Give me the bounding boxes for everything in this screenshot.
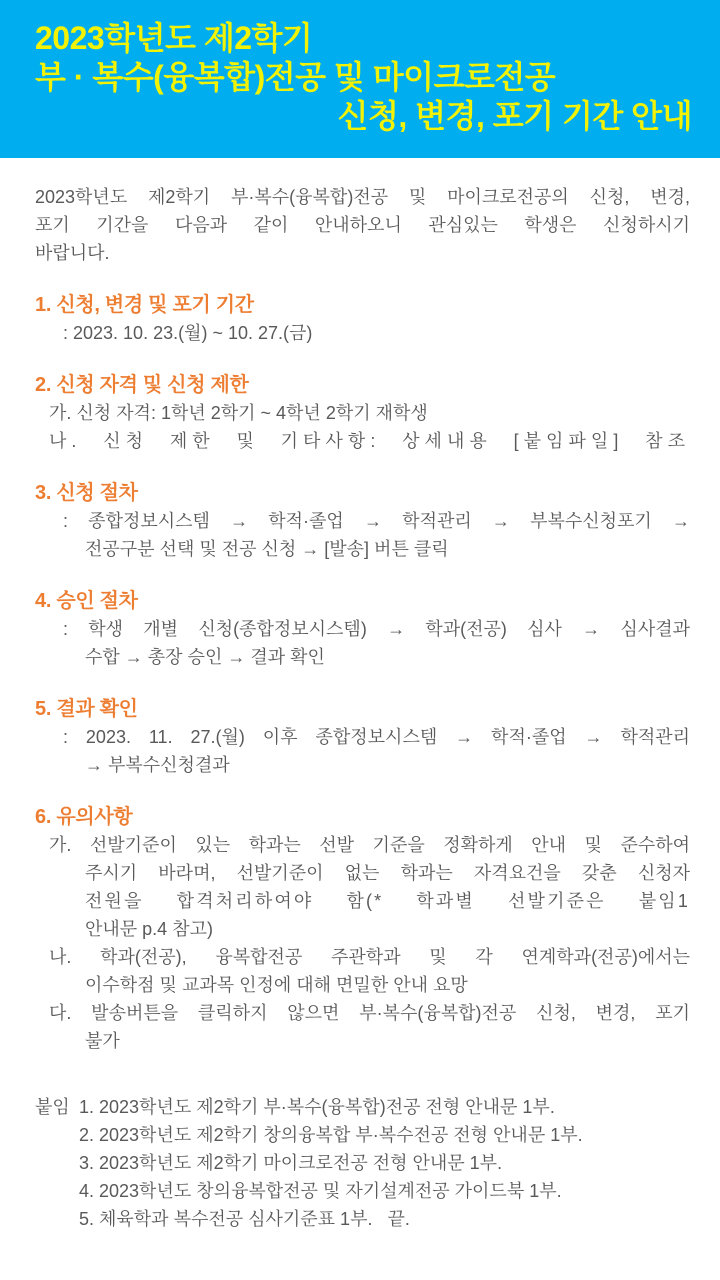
section-apply-procedure [35, 479, 690, 563]
intro-line: 2023학년도 제2학기 부·복수(융복합)전공 및 마이크로전공의 신청, 변경, [35, 187, 690, 207]
section-approval-procedure-line: 수합 → 총장 승인 → 결과 확인 [85, 647, 325, 667]
header-title-line-1: 2023학년도 제2학기 [35, 20, 313, 56]
section-notes-title: 6. 유의사항 [35, 806, 133, 828]
section-notes-line: 나. 학과(전공), 융복합전공 주관학과 및 각 연계학과(전공)에서는 [49, 947, 690, 967]
attachments-block [35, 1093, 690, 1233]
section-notes-line: 이수학점 및 교과목 인정에 대해 면밀한 안내 요망 [85, 975, 468, 995]
section-notes-line: 안내문 p.4 참고) [85, 919, 213, 939]
attachments-row [35, 1093, 690, 1233]
intro-line: 포기 기간을 다음과 같이 안내하오니 관심있는 학생은 신청하시기 [35, 215, 690, 235]
section-notes-line: 주시기 바라며, 선발기준이 없는 학과는 자격요건을 갖춘 신청자 [85, 863, 690, 883]
section-apply-procedure-title: 3. 신청 절차 [35, 482, 138, 504]
header-title-line-3: 신청, 변경, 포기 기간 안내 [337, 98, 692, 134]
attachments-list [79, 1093, 690, 1233]
attachment-item: 5. 체육학과 복수전공 심사기준표 1부. 끝. [79, 1209, 410, 1229]
section-period-line: : 2023. 10. 23.(월) ~ 10. 27.(금) [63, 323, 313, 343]
attachment-item: 3. 2023학년도 제2학기 마이크로전공 전형 안내문 1부. [79, 1153, 503, 1173]
section-eligibility-title: 2. 신청 자격 및 신청 제한 [35, 374, 249, 396]
section-result-check-line: : 2023. 11. 27.(월) 이후 종합정보시스템 → 학적·졸업 → 학적관리 [63, 727, 690, 747]
section-approval-procedure [35, 587, 690, 671]
section-notes [35, 803, 690, 1055]
section-result-check-line: → 부복수신청결과 [85, 755, 230, 775]
intro-line: 바랍니다. [35, 243, 110, 263]
header-banner [0, 0, 720, 158]
section-notes-line: 다. 발송버튼을 클릭하지 않으면 부·복수(융복합)전공 신청, 변경, 포기 [49, 1003, 690, 1023]
section-approval-procedure-line: : 학생 개별 신청(종합정보시스템) → 학과(전공) 심사 → 심사결과 [63, 619, 690, 639]
intro-paragraph [35, 183, 690, 267]
section-period-title: 1. 신청, 변경 및 포기 기간 [35, 294, 254, 316]
section-notes-line: 전원을 합격처리하여야 함(* 학과별 선발기준은 붙임1 [85, 891, 690, 911]
section-result-check [35, 695, 690, 779]
section-period [35, 291, 690, 347]
section-apply-procedure-line: : 종합정보시스템 → 학적·졸업 → 학적관리 → 부복수신청포기 → [63, 511, 690, 531]
attachment-item: 2. 2023학년도 제2학기 창의융복합 부·복수전공 전형 안내문 1부. [79, 1125, 583, 1145]
attachment-item: 1. 2023학년도 제2학기 부·복수(융복합)전공 전형 안내문 1부. [79, 1097, 555, 1117]
header-title-line-2: 부 · 복수(융복합)전공 및 마이크로전공 [35, 59, 556, 95]
section-eligibility-line: 나. 신청 제한 및 기타사항: 상세내용 [붙임파일] 참조 [49, 431, 690, 451]
section-result-check-title: 5. 결과 확인 [35, 698, 138, 720]
section-apply-procedure-line: 전공구분 선택 및 전공 신청 → [발송] 버튼 클릭 [85, 539, 449, 559]
section-notes-line: 가. 선발기준이 있는 학과는 선발 기준을 정확하게 안내 및 준수하여 [49, 835, 690, 855]
section-eligibility [35, 371, 690, 455]
attachment-item: 4. 2023학년도 창의융복합전공 및 자기설계전공 가이드북 1부. [79, 1181, 562, 1201]
notice-body [0, 183, 720, 1233]
section-approval-procedure-title: 4. 승인 절차 [35, 590, 138, 612]
attachments-label: 붙임 [35, 1097, 70, 1117]
section-eligibility-line: 가. 신청 자격: 1학년 2학기 ~ 4학년 2학기 재학생 [49, 403, 428, 423]
section-notes-line: 불가 [85, 1031, 120, 1051]
